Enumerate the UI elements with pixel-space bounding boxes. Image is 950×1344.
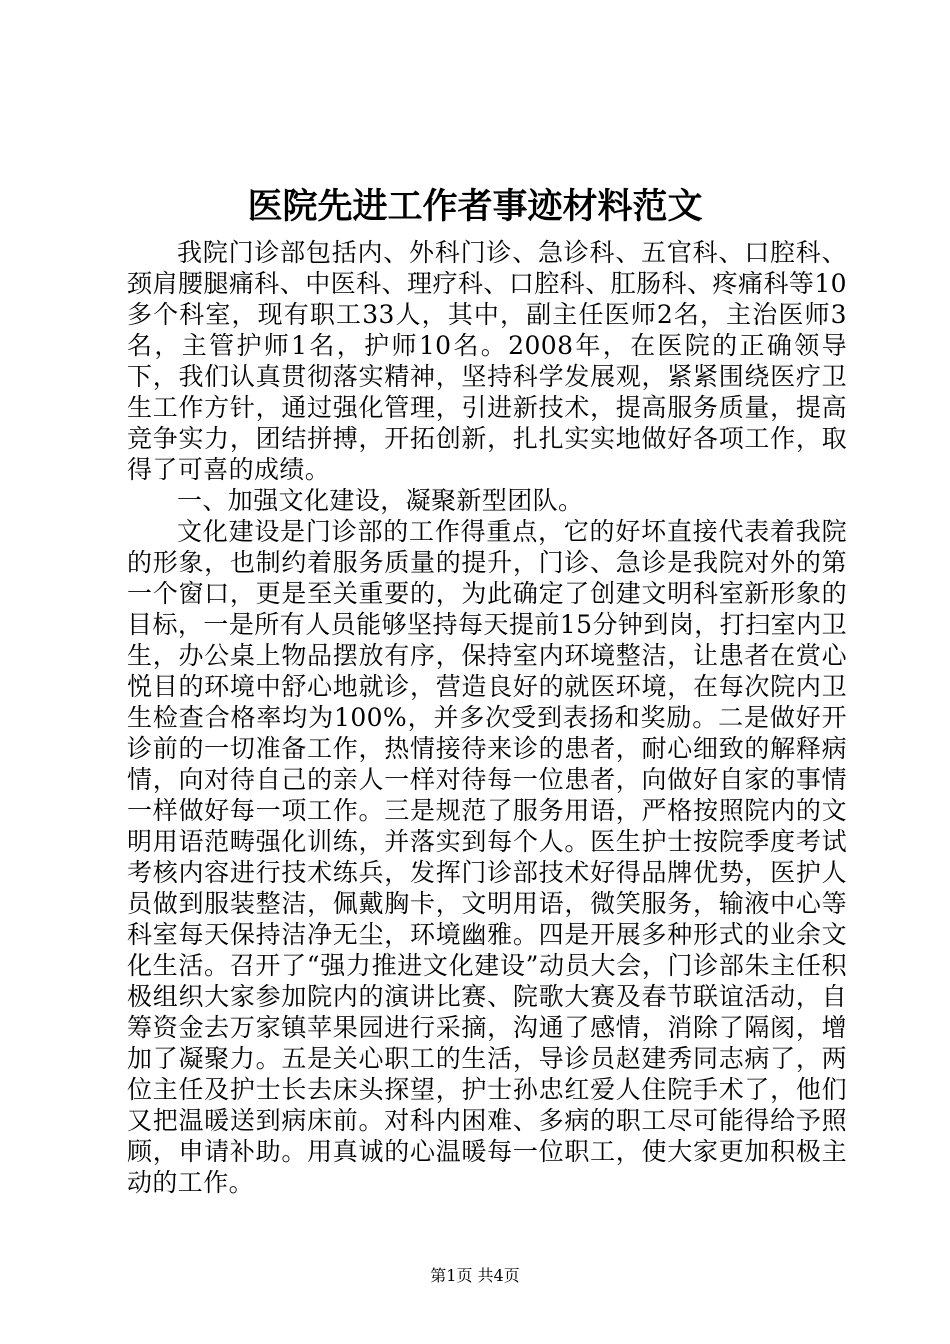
page-footer: 第1页 共4页 <box>430 1266 520 1285</box>
section-heading-1: 一、加强文化建设，凝聚新型团队。 <box>177 486 584 515</box>
paragraph-culture: 文化建设是门诊部的工作得重点，它的好坏直接代表着我院的形象，也制约着服务质量的提升，门诊、急诊是我院对外的第一个窗口，更是至关重要的，为此确定了创建文明科室新形象的目标，一是所有人员能够坚持每天提前15分钟到岗，打扫室内卫生，办公桌上物品摆放有序，保持室内环境整洁，让患者在赏心悦目的环境中舒心地就诊，营造良好的就医环境，在每次院内卫生检查合格率均为100%，并多次受到表扬和奖励。二是做好开诊前的一切准备工作，热情接待来诊的患者，耐心细致的解释病情，向对待自己的亲人一样对待每一位患者，向做好自家的事情一样做好每一项工作。三是规范了服务用语，严格按照院内的文明用语范畴强化训练，并落实到每个人。医生护士按院季度考试考核内容进行技术练兵，发挥门诊部技术好得品牌优势，医护人员做到服装整洁，佩戴胸卡，文明用语，微笑服务，输液中心等科室每天保持洁净无尘，环境幽雅。四是开展多种形式的业余文化生活。召开了“强力推进文化建设”动员大会，门诊部朱主任积极组织大家参加院内的演讲比赛、院歌大赛及春节联谊活动，自筹资金去万家镇苹果园进行采摘，沟通了感情，消除了隔阂，增加了凝聚力。五是关心职工的生活，导诊员赵建秀同志病了，两位主任及护士长去床头探望，护士孙忠红爱人住院手术了，他们又把温暖送到病床前。对科内困难、多病的职工尽可能得给予照顾，申请补助。用真诚的心温暖每一位职工，使大家更加积极主动的工作。 <box>127 517 847 1197</box>
document-title: 医院先进工作者事迹材料范文 <box>247 186 703 227</box>
document-body <box>127 237 847 1198</box>
paragraph-intro: 我院门诊部包括内、外科门诊、急诊科、五官科、口腔科、颈肩腰腿痛科、中医科、理疗科、口腔科、肛肠科、疼痛科等10多个科室，现有职工33人，其中，副主任医师2名，主治医师3名，主管护师1名，护师10名。2008年，在医院的正确领导下，我们认真贯彻落实精神，坚持科学发展观，紧紧围绕医疗卫生工作方针，通过强化管理，引进新技术，提高服务质量，提高竞争实力，团结拼搏，开拓创新，扎扎实实地做好各项工作，取得了可喜的成绩。 <box>127 238 847 484</box>
